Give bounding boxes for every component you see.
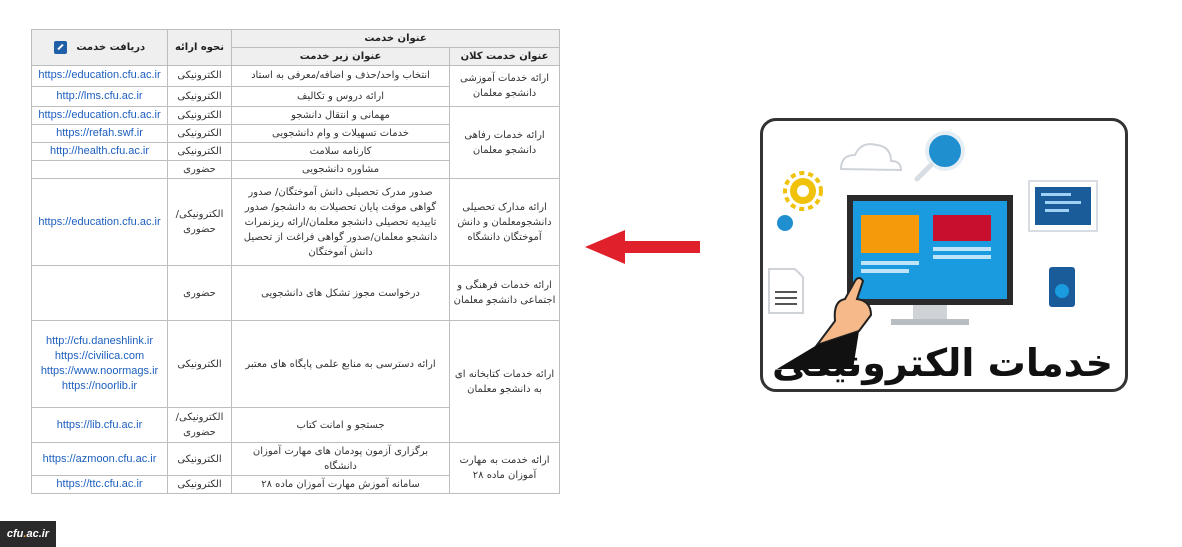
delivery-cell: الکترونیکی — [168, 143, 232, 161]
sub-service-cell: مشاوره دانشجویی — [232, 161, 450, 179]
delivery-header: نحوه ارائه — [168, 30, 232, 66]
monitor-icon — [847, 195, 1013, 325]
delivery-cell: الکترونیکی — [168, 443, 232, 476]
sub-service-cell: کارنامه سلامت — [232, 143, 450, 161]
cloud-icon — [841, 144, 901, 170]
service-link[interactable]: https://refah.swf.ir — [32, 125, 168, 143]
magnifier-icon — [917, 133, 963, 179]
table-row — [32, 179, 560, 266]
services-table — [31, 29, 560, 494]
main-service-cell: ارائه خدمات فرهنگی و اجتماعی دانشجو معلمان — [450, 266, 560, 321]
logo-text: cfu — [6, 528, 24, 540]
arrow-left-icon — [585, 230, 700, 264]
delivery-cell: حضوری — [168, 161, 232, 179]
phone-icon — [1049, 267, 1075, 307]
main-service-cell: ارائه خدمات آموزشی دانشجو معلمان — [450, 66, 560, 107]
delivery-cell: حضوری — [168, 266, 232, 321]
sub-service-header: عنوان زیر خدمت — [232, 48, 450, 66]
main-service-header: عنوان خدمت کلان — [450, 48, 560, 66]
service-links-cell — [32, 321, 168, 408]
service-link[interactable]: https://education.cfu.ac.ir — [32, 107, 168, 125]
delivery-cell: الکترونیکی/ حضوری — [168, 179, 232, 266]
code-window-icon — [1029, 181, 1097, 231]
gear-icon — [777, 173, 821, 231]
sub-service-cell: ارائه دسترسی به منابع علمی پایگاه های معتبر — [232, 321, 450, 408]
sub-service-cell: انتخاب واحد/حذف و اضافه/معرفی به استاد — [232, 66, 450, 87]
main-service-cell: ارائه مدارک تحصیلی دانشجومعلمان و دانش آموختگان دانشگاه — [450, 179, 560, 266]
sub-service-cell: درخواست مجوز تشکل های دانشجویی — [232, 266, 450, 321]
main-service-cell: ارائه خدمات رفاهی دانشجو معلمان — [450, 107, 560, 179]
cfu-logo — [0, 521, 56, 547]
e-services-card — [760, 118, 1128, 392]
service-link[interactable]: https://education.cfu.ac.ir — [32, 179, 168, 266]
card-title: خدمات الکترونیکی — [771, 341, 1113, 385]
sub-service-cell: خدمات تسهیلات و وام دانشجویی — [232, 125, 450, 143]
service-link[interactable]: https://civilica.com — [54, 350, 145, 362]
delivery-cell: الکترونیکی — [168, 125, 232, 143]
main-service-cell: ارائه خدمات کتابخانه ای به دانشجو معلمان — [450, 321, 560, 443]
main-service-cell: ارائه خدمت به مهارت آموزان ماده ۲۸ — [450, 443, 560, 494]
delivery-cell: الکترونیکی — [168, 66, 232, 87]
service-link-empty — [32, 161, 168, 179]
receive-header-label: دریافت خدمت — [76, 42, 146, 53]
service-link[interactable]: https://azmoon.cfu.ac.ir — [32, 443, 168, 476]
delivery-cell: الکترونیکی — [168, 107, 232, 125]
table-row — [32, 321, 560, 408]
sub-service-cell: جستجو و امانت کتاب — [232, 408, 450, 443]
delivery-cell: الکترونیکی — [168, 321, 232, 408]
delivery-cell: الکترونیکی — [168, 476, 232, 494]
sub-service-cell: سامانه آموزش مهارت آموزان ماده ۲۸ — [232, 476, 450, 494]
service-link[interactable]: https://lib.cfu.ac.ir — [32, 408, 168, 443]
service-link[interactable]: https://education.cfu.ac.ir — [32, 66, 168, 87]
service-link[interactable]: https://ttc.cfu.ac.ir — [32, 476, 168, 494]
service-link[interactable]: http://lms.cfu.ac.ir — [32, 86, 168, 107]
sub-service-cell: مهمانی و انتقال دانشجو — [232, 107, 450, 125]
sub-service-cell: برگزاری آزمون پودمان های مهارت آموزان دانشگاه — [232, 443, 450, 476]
logo-dot: . — [23, 528, 27, 540]
delivery-cell: الکترونیکی/ حضوری — [168, 408, 232, 443]
service-link[interactable]: http://health.cfu.ac.ir — [32, 143, 168, 161]
table-row — [32, 443, 560, 476]
services-table-container — [31, 29, 559, 494]
service-link[interactable]: https://noorlib.ir — [61, 380, 138, 392]
receive-header — [32, 30, 168, 66]
service-link-empty — [32, 266, 168, 321]
table-row — [32, 266, 560, 321]
service-link[interactable]: http://cfu.daneshlink.ir — [45, 335, 153, 347]
table-row — [32, 66, 560, 87]
logo-domain: ac.ir — [26, 528, 50, 540]
table-row — [32, 107, 560, 125]
delivery-cell: الکترونیکی — [168, 86, 232, 107]
document-icon — [769, 269, 803, 313]
link-icon — [54, 41, 67, 54]
sub-service-cell: صدور مدرک تحصیلی دانش آموختگان/ صدور گواهی موقت پایان تحصیلات به دانشجو/ صدور تاییدیه تحصیلی دانشجو معلمان/ارائه ریزنمرات دانشجو معلمان/صدور گواهی فراغت از تحصیل دانش آموختگان — [232, 179, 450, 266]
service-title-header: عنوان خدمت — [232, 30, 560, 48]
service-link[interactable]: https://www.noormags.ir — [40, 365, 159, 377]
sub-service-cell: ارائه دروس و تکالیف — [232, 86, 450, 107]
